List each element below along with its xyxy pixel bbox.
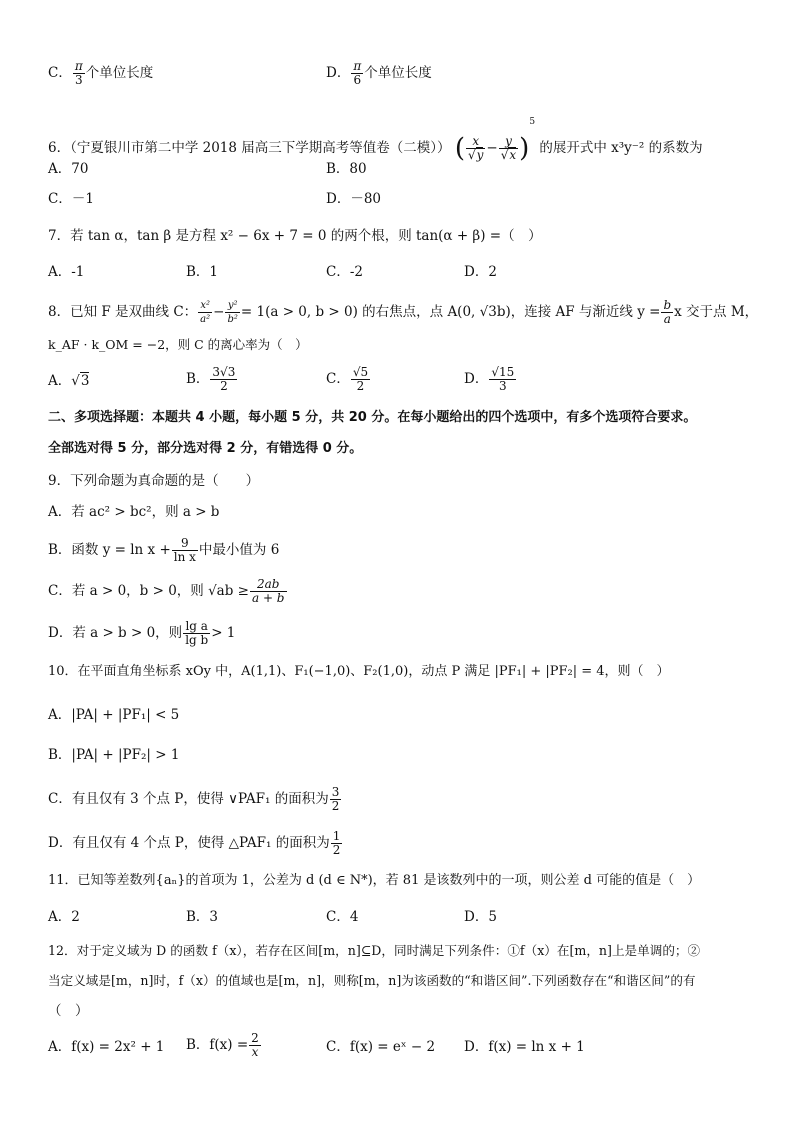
- q7-option-a: A．-1: [48, 264, 85, 280]
- q10-stem: 10．在平面直角坐标系 xOy 中，A(1,1)、F₁(−1,0)、F₂(1,0)，动点 P 满足 |PF₁| + |PF₂| = 4，则（ ）: [48, 664, 670, 679]
- q11-option-c: C．4: [326, 909, 359, 925]
- q5-option-c: C． $\frac{\pi}{3}$ 个单位长度: [48, 59, 154, 87]
- q7-option-b: B．1: [186, 264, 219, 280]
- q9-stem: 9．下列命题为真命题的是（ ）: [48, 473, 260, 489]
- section-heading-multiple-choice: 二、多项选择题：本题共 4 小题，每小题 5 分，共 20 分。在每小题给出的四个选项中，有多个选项符合要求。: [48, 410, 697, 425]
- q11-option-b: B．3: [186, 909, 219, 925]
- q9-option-c: C．若 a > 0，b > 0，则 √ab ≥ $\frac{2ab}{a + b}$: [48, 577, 285, 605]
- q8-stem-line2: k_AF · k_OM = −2，则 C 的离心率为（ ）: [48, 337, 308, 352]
- q12-stem-line3: （ ）: [48, 1003, 89, 1019]
- q6-option-a: A．70: [48, 161, 89, 177]
- q10-option-c: C．有且仅有 3 个点 P，使得 ∨PAF₁ 的面积为 $\frac{3}{2}$: [48, 785, 340, 813]
- q12-option-c: C．f(x) = eˣ − 2: [326, 1039, 436, 1055]
- q7-option-c: C．-2: [326, 264, 363, 280]
- q12-option-d: D．f(x) = ln x + 1: [464, 1039, 585, 1055]
- q8-option-c: C． $\frac{√5}{2}$: [326, 365, 369, 393]
- q6-option-b: B．80: [326, 161, 367, 177]
- section-heading-scoring: 全部选对得 5 分，部分选对得 2 分，有错选得 0 分。: [48, 441, 363, 456]
- q10-option-d: D．有且仅有 4 个点 P，使得 △PAF₁ 的面积为 $\frac{1}{2}$: [48, 829, 341, 857]
- q10-option-a: A．|PA| + |PF₁| < 5: [48, 707, 180, 723]
- q8-option-d: D． $\frac{√15}{3}$: [464, 365, 515, 393]
- q5-option-d: D． $\frac{\pi}{6}$ 个单位长度: [326, 59, 432, 87]
- q7-option-d: D．2: [464, 264, 497, 280]
- q11-option-a: A．2: [48, 909, 80, 925]
- q8-option-a: A．√3: [48, 373, 90, 389]
- q9-option-a: A．若 ac² > bc²，则 a > b: [48, 504, 220, 520]
- q11-stem: 11．已知等差数列{aₙ}的首项为 1，公差为 d (d ∈ N*)，若 81 是该数列中的一项，则公差 d 可能的值是（ ）: [48, 873, 701, 888]
- q9-option-b: B．函数 y = ln x + $\frac{9}{\text{ln x}}$ 中最小值为 6: [48, 536, 280, 564]
- q12-option-b: B．f(x) = $\frac{2}{x}$: [186, 1031, 259, 1059]
- q12-stem-line1: 12．对于定义域为 D 的函数 f（x），若存在区间[m，n]⊆D，同时满足下列条件：①f（x）在[m，n]上是单调的；②: [48, 943, 701, 958]
- q12-stem-line2: 当定义域是[m，n]时，f（x）的值域也是[m，n]，则称[m，n]为该函数的“和谐区间”.下列函数存在“和谐区间”的有: [48, 973, 696, 988]
- q11-option-d: D．5: [464, 909, 497, 925]
- q12-option-a: A．f(x) = 2x² + 1: [48, 1039, 165, 1055]
- q8-stem-line1: 8．已知 F 是双曲线 C： $\frac{\text{x²}}{\text{a²}}$ − $\frac{\text{y²}}{\text{b²}}$ = 1(a > 0, b > 0) 的右焦点，点 A(0, √3b)，连接 AF 与渐近线 y = $\frac{b}{a}$ x 交于点 M，: [48, 298, 759, 326]
- q6-option-d: D．－80: [326, 191, 382, 207]
- q6-option-c: C．－1: [48, 191, 94, 207]
- q8-option-b: B． $\frac{3√3}{2}$: [186, 365, 236, 393]
- q10-option-b: B．|PA| + |PF₂| > 1: [48, 747, 180, 763]
- q9-option-d: D．若 a > b > 0，则 $\frac{\text{lg a}}{\text{lg b}}$ > 1: [48, 619, 236, 647]
- q7-stem: 7．若 tan α，tan β 是方程 x² − 6x + 7 = 0 的两个根，则 tan(α + β) =（ ）: [48, 228, 542, 244]
- q6-stem: 6．（宁夏银川市第二中学 2018 届高三下学期高考等值卷（二模）） ( $\frac{x}{√y}$ − $\frac{y}{√x}$ )$^5$ 的展开式中 x³y⁻² 的系数为: [48, 117, 703, 164]
